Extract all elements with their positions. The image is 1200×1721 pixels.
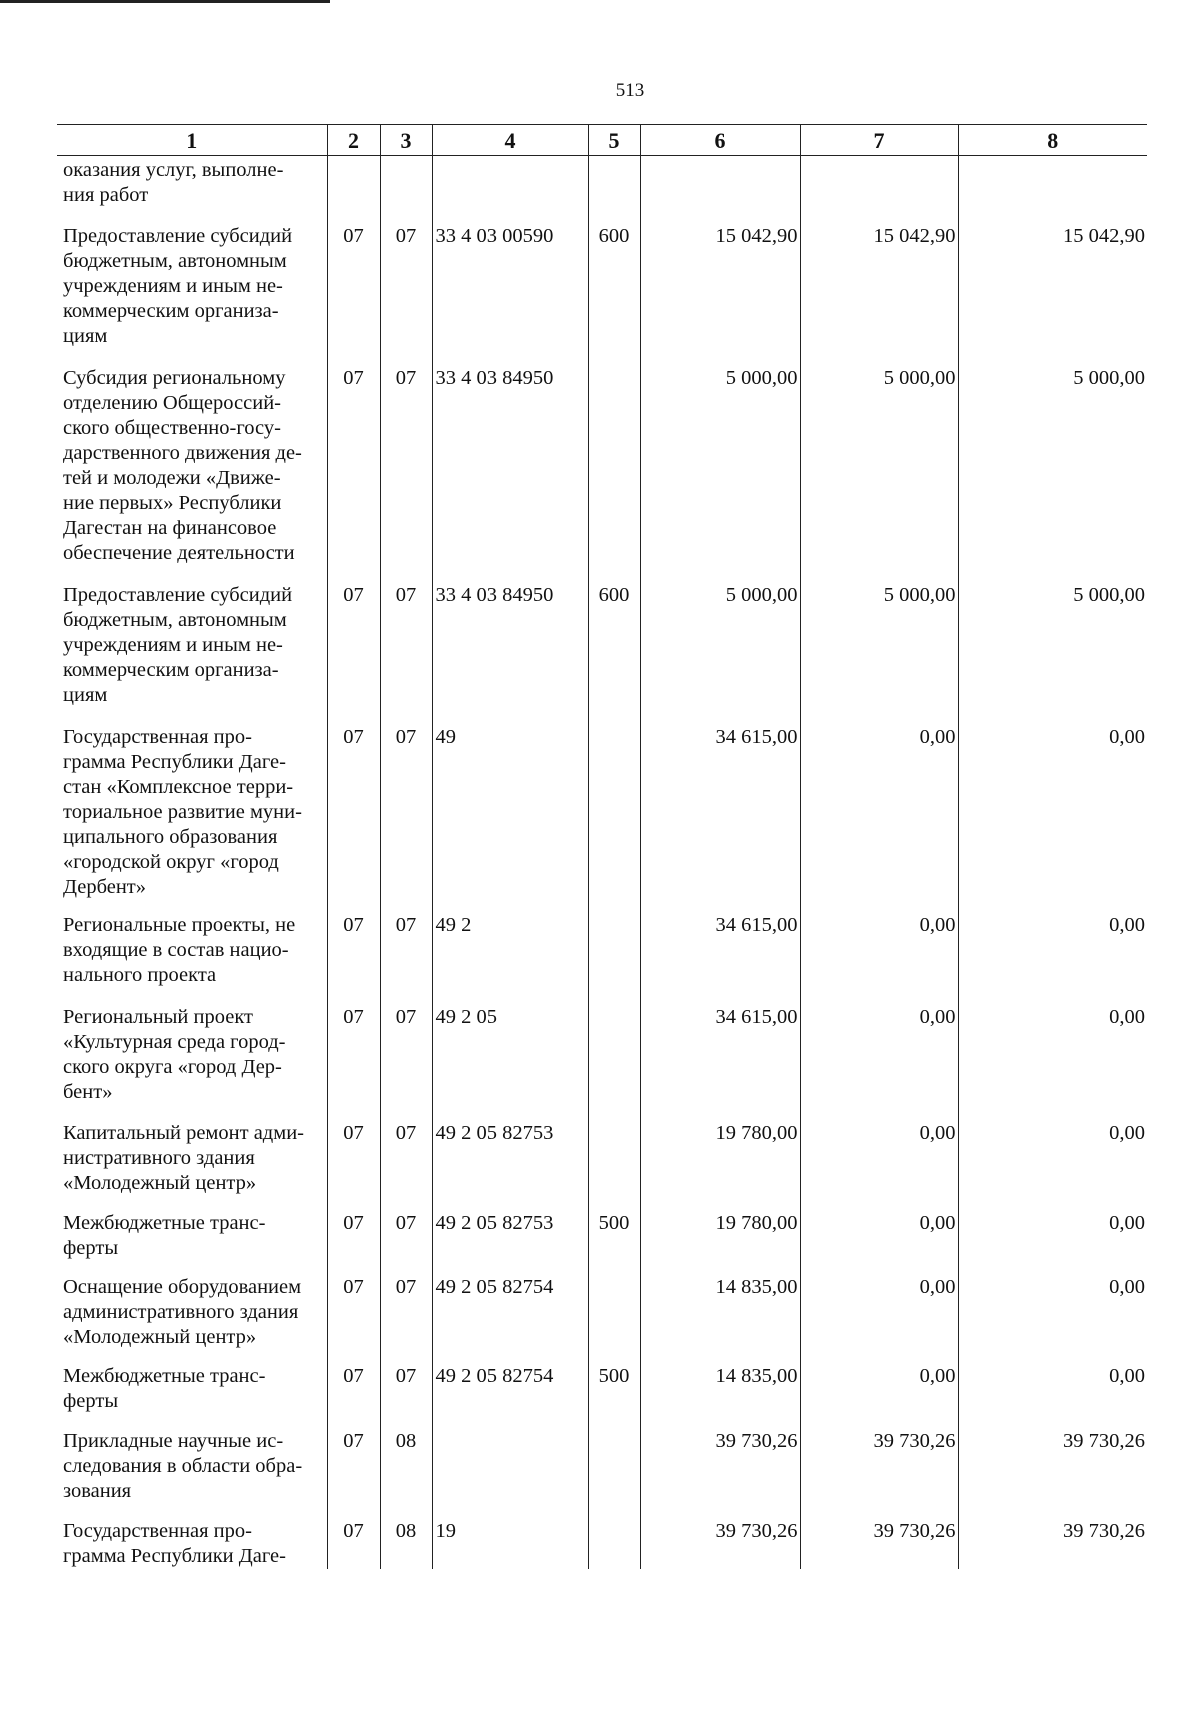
column-header: 3 [380,125,432,156]
expense-type-cell [588,364,640,581]
section-code-cell: 07 [327,222,380,364]
table-row [57,911,1147,1003]
table-row [57,581,1147,723]
target-article-cell [432,156,588,223]
amount-col7-cell: 5 000,00 [800,581,958,723]
item-name-cell: Межбюджетные транс- ферты [63,1212,266,1259]
table-row [57,156,1147,223]
item-name-cell: Региональные проекты, не входящие в состав нацио- нального проекта [63,914,296,986]
target-article-cell: 19 [432,1517,588,1569]
target-article-cell [432,1427,588,1517]
amount-col7-cell: 5 000,00 [800,364,958,581]
subsection-code-cell: 07 [380,364,432,581]
subsection-code-cell: 07 [380,911,432,1003]
table-row [57,1427,1147,1517]
section-code-cell: 07 [327,723,380,911]
amount-col7-cell: 39 730,26 [800,1517,958,1569]
amount-col8-cell: 0,00 [958,1273,1147,1362]
amount-col6-cell: 34 615,00 [640,1003,800,1119]
amount-col6-cell: 5 000,00 [640,581,800,723]
amount-col7-cell: 0,00 [800,1119,958,1209]
section-code-cell: 07 [327,1209,380,1273]
item-name-cell: Оснащение оборудованием административного здания «Молодежный центр» [63,1276,302,1348]
item-name-cell: Предоставление субсидий бюджетным, автономным учреждениям и иным не- коммерческим организа- циям [63,584,293,706]
table-row [57,1119,1147,1209]
amount-col8-cell: 0,00 [958,1209,1147,1273]
amount-col7-cell: 0,00 [800,911,958,1003]
subsection-code-cell: 07 [380,1209,432,1273]
column-header: 5 [588,125,640,156]
budget-table [57,124,1147,1569]
page-number: 513 [615,80,645,101]
table-row [57,1209,1147,1273]
table-body [57,156,1147,1570]
amount-col7-cell: 0,00 [800,1273,958,1362]
item-name-cell: Региональный проект «Культурная среда город- ского округа «город Дер- бент» [63,1006,286,1103]
section-code-cell: 07 [327,1119,380,1209]
amount-col8-cell [958,156,1147,223]
table-row [57,1362,1147,1427]
table-row [57,1273,1147,1362]
target-article-cell: 49 2 05 82754 [432,1362,588,1427]
subsection-code-cell: 07 [380,1003,432,1119]
amount-col8-cell: 0,00 [958,1119,1147,1209]
expense-type-cell [588,1003,640,1119]
scan-edge-rule [0,0,330,3]
amount-col6-cell: 39 730,26 [640,1427,800,1517]
column-header: 1 [57,125,327,156]
amount-col6-cell: 14 835,00 [640,1362,800,1427]
table-row [57,1003,1147,1119]
expense-type-cell: 600 [588,581,640,723]
expense-type-cell [588,1119,640,1209]
amount-col7-cell [800,156,958,223]
amount-col6-cell: 39 730,26 [640,1517,800,1569]
section-code-cell: 07 [327,1427,380,1517]
subsection-code-cell: 07 [380,723,432,911]
target-article-cell: 49 2 05 82753 [432,1209,588,1273]
target-article-cell: 49 2 [432,911,588,1003]
section-code-cell: 07 [327,1003,380,1119]
column-header: 6 [640,125,800,156]
section-code-cell: 07 [327,1362,380,1427]
target-article-cell: 49 2 05 82754 [432,1273,588,1362]
item-name-cell: Государственная про- грамма Республики Даге- стан «Комплексное терри- ториальное развитие муни- ципального образования «городской округ «город Дербент» [63,726,302,898]
subsection-code-cell: 07 [380,222,432,364]
amount-col7-cell: 15 042,90 [800,222,958,364]
amount-col7-cell: 0,00 [800,1003,958,1119]
amount-col8-cell: 15 042,90 [958,222,1147,364]
subsection-code-cell: 08 [380,1427,432,1517]
subsection-code-cell: 07 [380,1119,432,1209]
table-row [57,723,1147,911]
subsection-code-cell: 08 [380,1517,432,1569]
amount-col6-cell [640,156,800,223]
target-article-cell: 49 2 05 [432,1003,588,1119]
item-name-cell: Капитальный ремонт адми- нистративного здания «Молодежный центр» [63,1122,305,1194]
amount-col6-cell: 19 780,00 [640,1119,800,1209]
column-header: 2 [327,125,380,156]
table-row [57,364,1147,581]
section-code-cell [327,156,380,223]
header-row [57,125,1147,156]
target-article-cell: 33 4 03 00590 [432,222,588,364]
amount-col7-cell: 39 730,26 [800,1427,958,1517]
expense-type-cell [588,723,640,911]
amount-col7-cell: 0,00 [800,1362,958,1427]
item-name-cell: Государственная про- грамма Республики Даге- [63,1520,286,1567]
column-header: 8 [958,125,1147,156]
target-article-cell: 49 2 05 82753 [432,1119,588,1209]
target-article-cell: 33 4 03 84950 [432,581,588,723]
column-header: 4 [432,125,588,156]
expense-type-cell [588,1273,640,1362]
subsection-code-cell: 07 [380,1362,432,1427]
amount-col8-cell: 39 730,26 [958,1517,1147,1569]
amount-col7-cell: 0,00 [800,1209,958,1273]
expense-type-cell [588,1517,640,1569]
section-code-cell: 07 [327,1273,380,1362]
item-name-cell: Субсидия региональному отделению Общероссий- ского общественно-госу- дарственного движения де- тей и молодежи «Движе- ние первых» Республики Дагестан на финансовое обеспечение деятельности [63,367,302,564]
amount-col8-cell: 0,00 [958,1003,1147,1119]
expense-type-cell: 500 [588,1209,640,1273]
column-header: 7 [800,125,958,156]
amount-col6-cell: 34 615,00 [640,723,800,911]
subsection-code-cell: 07 [380,1273,432,1362]
amount-col8-cell: 0,00 [958,1362,1147,1427]
table-row [57,222,1147,364]
amount-col8-cell: 0,00 [958,911,1147,1003]
amount-col6-cell: 5 000,00 [640,364,800,581]
expense-type-cell [588,156,640,223]
amount-col8-cell: 5 000,00 [958,581,1147,723]
amount-col8-cell: 39 730,26 [958,1427,1147,1517]
item-name-cell: оказания услуг, выполне- ния работ [63,159,284,206]
section-code-cell: 07 [327,911,380,1003]
amount-col6-cell: 19 780,00 [640,1209,800,1273]
section-code-cell: 07 [327,581,380,723]
subsection-code-cell: 07 [380,581,432,723]
amount-col6-cell: 14 835,00 [640,1273,800,1362]
amount-col8-cell: 0,00 [958,723,1147,911]
section-code-cell: 07 [327,364,380,581]
section-code-cell: 07 [327,1517,380,1569]
amount-col6-cell: 15 042,90 [640,222,800,364]
expense-type-cell: 600 [588,222,640,364]
subsection-code-cell [380,156,432,223]
target-article-cell: 49 [432,723,588,911]
amount-col6-cell: 34 615,00 [640,911,800,1003]
item-name-cell: Предоставление субсидий бюджетным, автономным учреждениям и иным не- коммерческим организа- циям [63,225,293,347]
amount-col7-cell: 0,00 [800,723,958,911]
item-name-cell: Межбюджетные транс- ферты [63,1365,266,1412]
target-article-cell: 33 4 03 84950 [432,364,588,581]
expense-type-cell: 500 [588,1362,640,1427]
amount-col8-cell: 5 000,00 [958,364,1147,581]
expense-type-cell [588,1427,640,1517]
expense-type-cell [588,911,640,1003]
item-name-cell: Прикладные научные ис- следования в области обра- зования [63,1430,303,1502]
table-row [57,1517,1147,1569]
